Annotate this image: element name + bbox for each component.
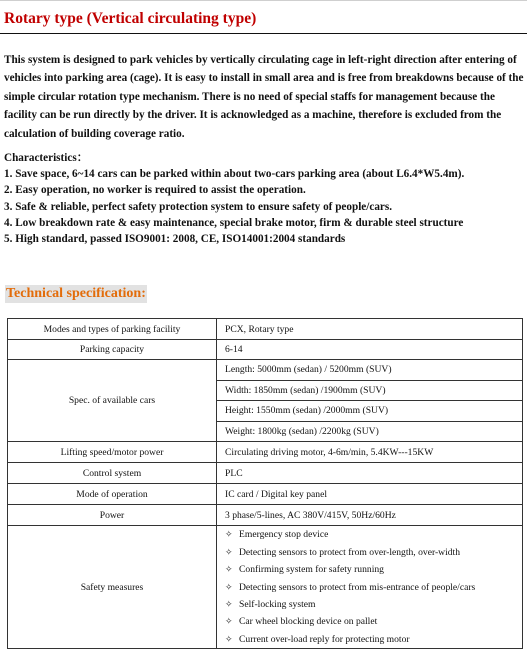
characteristic-item: 1. Save space, 6~14 cars can be parked within about two-cars parking area (about L6.4*W5.4m). xyxy=(4,168,465,181)
models-label: Modes and types of parking facility xyxy=(8,319,217,340)
speed-value: Circulating driving motor, 4-6m/min, 5.4KW---15KW xyxy=(217,442,523,463)
table-row xyxy=(8,526,523,649)
speed-label: Lifting speed/motor power xyxy=(8,442,217,463)
table-row xyxy=(8,319,523,340)
safety-item: ✧ Current over-load reply for protecting motor xyxy=(217,631,522,648)
diamond-bullet-icon: ✧ xyxy=(225,634,233,645)
control-value: PLC xyxy=(217,463,523,484)
operation-value: IC card / Digital key panel xyxy=(217,484,523,505)
safety-label: Safety measures xyxy=(8,526,217,649)
safety-item: ✧ Self-locking system xyxy=(217,596,522,613)
table-row xyxy=(8,360,523,442)
car-width: Width: 1850mm (sedan) /1900mm (SUV) xyxy=(217,381,522,402)
power-label: Power xyxy=(8,505,217,526)
top-divider xyxy=(0,0,527,1)
table-row xyxy=(8,340,523,360)
car-length: Length: 5000mm (sedan) / 5200mm (SUV) xyxy=(217,360,522,381)
spec-heading: Technical specification: xyxy=(6,286,146,301)
safety-item: ✧ Detecting sensors to protect from over-length, over-width xyxy=(217,544,522,561)
spec-table xyxy=(7,318,523,649)
cars-label: Spec. of available cars xyxy=(8,360,217,442)
control-label: Control system xyxy=(8,463,217,484)
table-row xyxy=(8,505,523,526)
cars-values xyxy=(217,360,523,442)
safety-values xyxy=(217,526,523,649)
diamond-bullet-icon: ✧ xyxy=(225,547,233,558)
characteristics-heading: Characteristics： xyxy=(4,152,88,164)
table-row xyxy=(8,463,523,484)
characteristic-item: 4. Low breakdown rate & easy maintenance, special brake motor, firm & durable steel structure xyxy=(4,216,464,229)
title-underline xyxy=(0,33,527,34)
diamond-bullet-icon: ✧ xyxy=(225,617,233,628)
characteristic-item: 2. Easy operation, no worker is required to assist the operation. xyxy=(4,184,306,197)
characteristic-item: 3. Safe & reliable, perfect safety protection system to ensure safety of people/cars. xyxy=(4,200,393,213)
table-row xyxy=(8,442,523,463)
safety-item: ✧ Emergency stop device xyxy=(217,526,522,543)
safety-item: ✧ Detecting sensors to protect from mis-entrance of people/cars xyxy=(217,579,522,596)
capacity-value: 6-14 xyxy=(217,340,523,360)
diamond-bullet-icon: ✧ xyxy=(225,599,233,610)
diamond-bullet-icon: ✧ xyxy=(225,565,233,576)
capacity-label: Parking capacity xyxy=(8,340,217,360)
safety-item: ✧ Confirming system for safety running xyxy=(217,561,522,578)
intro-paragraph: This system is designed to park vehicles by vertically circulating cage in left-right direction after entering of vehicles into parking area (cage). It is easy to install in small area and is free from breakdowns because of the simple circular rotation type mechanism. There is no need of special staffs for management because the facility can be run directly by the driver. It is acknowledged as a machine, therefore is excluded from the calculation of building coverage ratio. xyxy=(4,54,524,140)
characteristics-section xyxy=(4,150,524,247)
models-value: PCX, Rotary type xyxy=(217,319,523,340)
safety-item: ✧ Car wheel blocking device on pallet xyxy=(217,613,522,630)
power-value: 3 phase/5-lines, AC 380V/415V, 50Hz/60Hz xyxy=(217,505,523,526)
car-height: Height: 1550mm (sedan) /2000mm (SUV) xyxy=(217,401,522,422)
table-row xyxy=(8,484,523,505)
car-weight: Weight: 1800kg (sedan) /2200kg (SUV) xyxy=(225,425,379,437)
characteristic-item: 5. High standard, passed ISO9001: 2008, CE, ISO14001:2004 standards xyxy=(4,233,346,246)
operation-label: Mode of operation xyxy=(8,484,217,505)
page-title: Rotary type (Vertical circulating type) xyxy=(4,10,257,27)
diamond-bullet-icon: ✧ xyxy=(225,530,233,541)
diamond-bullet-icon: ✧ xyxy=(225,582,233,593)
